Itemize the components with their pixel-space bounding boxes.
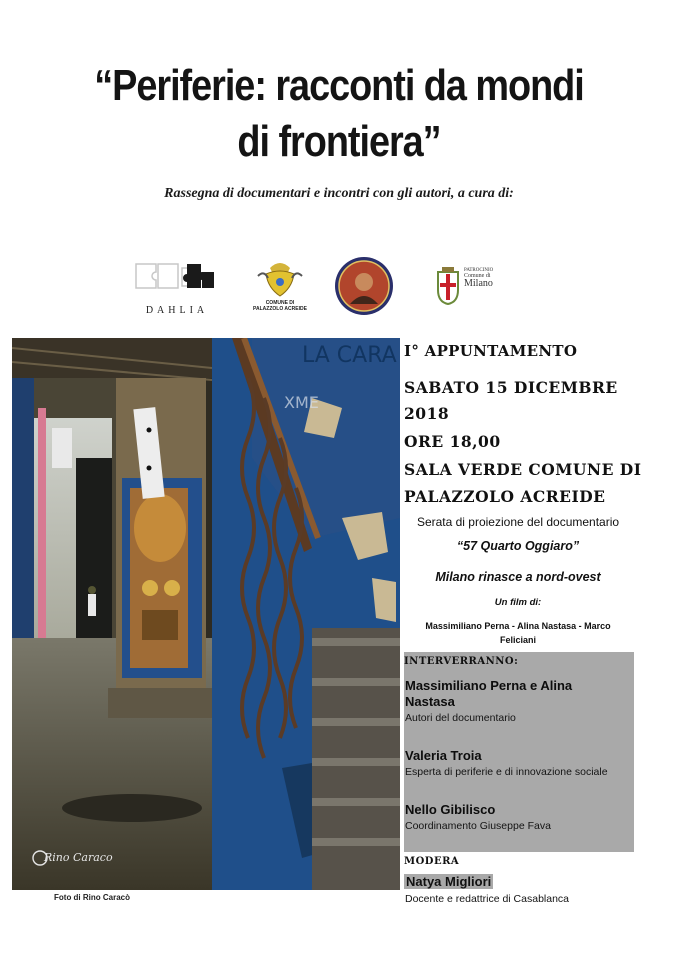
film-authors: Massimiliano Perna - Alina Nastasa - Marco Feliciani — [425, 621, 611, 645]
moderator-name: Natya Migliori — [406, 874, 492, 889]
photo-signature: Rino Caraco — [44, 851, 113, 864]
event-date-line2: 2018 — [404, 404, 450, 423]
event-venue-line2: PALAZZOLO ACREIDE — [404, 487, 606, 506]
event-venue-line1: SALA VERDE COMUNE DI — [404, 460, 642, 479]
comune-palazzolo-logo — [248, 256, 312, 316]
guest-role: Esperta di periferie e di innovazione sociale — [405, 766, 608, 778]
comune-milano-logo — [434, 266, 504, 308]
photo-credit: Foto di Rino Caracò — [54, 893, 130, 902]
poster-title: “Periferie: racconti da mondi di frontiera” — [94, 61, 584, 166]
film-intro: Serata di proiezione del documentario — [416, 515, 620, 529]
guest-role: Coordinamento Giuseppe Fava — [405, 820, 551, 832]
guest-name: Valeria Troia — [405, 748, 482, 763]
guests-heading: INTERVERRANNO: — [404, 656, 519, 667]
film-by-label: Un film di: — [494, 597, 542, 608]
comune-label: COMUNE DI PALAZZOLO ACREIDE — [253, 300, 307, 312]
film-title: “57 Quarto Oggiaro” — [456, 539, 580, 553]
guest-role: Autori del documentario — [405, 712, 516, 724]
dahlia-label: DAHLIA — [145, 305, 209, 316]
staircase-photo — [12, 338, 400, 890]
poster-subtitle: Rassegna di documentari e incontri con gli autori, a cura di: — [164, 186, 514, 201]
dahlia-logo — [132, 258, 222, 316]
moderator-heading: MODERA — [404, 856, 460, 867]
appointment-label: I° APPUNTAMENTO — [404, 342, 578, 360]
svg-text:XME: XME — [284, 393, 319, 412]
event-time: ORE 18,00 — [404, 432, 501, 451]
svg-text:LA CARA: LA CARA — [302, 343, 397, 368]
moderator-role: Docente e redattrice di Casablanca — [405, 893, 570, 905]
round-portrait-logo — [334, 256, 394, 316]
event-date-line1: SABATO 15 DICEMBRE — [404, 378, 618, 397]
film-subtitle: Milano rinasce a nord-ovest — [435, 570, 601, 584]
milano-label: PATROCINIO Comune di Milano — [464, 268, 494, 289]
guest-name: Massimiliano Perna e Alina Nastasa — [405, 678, 573, 709]
guest-name: Nello Gibilisco — [405, 802, 496, 817]
